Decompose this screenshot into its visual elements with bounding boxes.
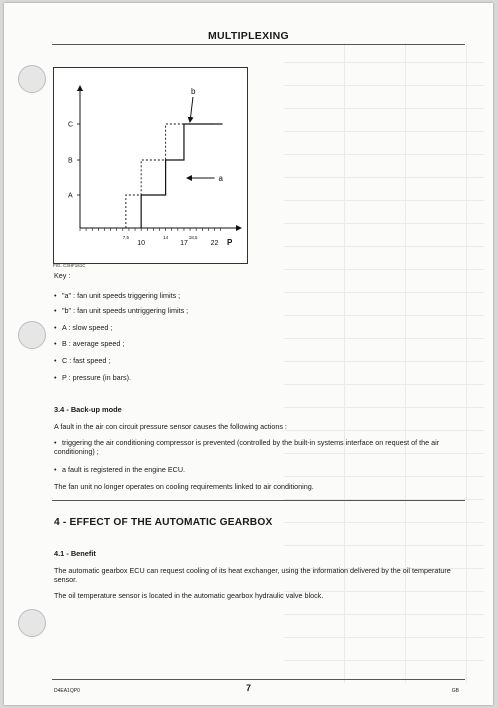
- key-item-text: C : fast speed ;: [62, 356, 111, 365]
- punch-hole-bottom: [18, 609, 46, 637]
- bullet-dot: •: [54, 356, 57, 365]
- punch-hole-middle: [18, 321, 46, 349]
- punch-hole-top: [18, 65, 46, 93]
- section-4-1-para1: The automatic gearbox ECU can request cooling of its heat exchanger, using the information delivered by the oil temperature sensor.: [54, 566, 451, 584]
- x-tick-label: 10: [137, 240, 146, 247]
- x-tick-label: 7,5: [122, 235, 129, 240]
- footer-document-code: D4EA1QP0: [54, 688, 80, 694]
- y-level-label: C: [68, 121, 74, 129]
- y-level-label: B: [68, 157, 73, 165]
- footer-rule: [52, 679, 465, 680]
- x-axis-label: P: [227, 238, 233, 247]
- bullet-dot: •: [54, 373, 57, 382]
- series-a-line: [141, 124, 214, 228]
- key-item-text: "b" : fan unit speeds untriggering limits ;: [62, 306, 189, 315]
- speed-chart: [53, 67, 248, 264]
- figure-reference: FIG. C3HF161C: [53, 263, 86, 268]
- section-3-4-outro: The fan unit no longer operates on cooling requirements linked to air conditioning.: [54, 482, 314, 491]
- key-item: [54, 339, 464, 348]
- key-item-text: A : slow speed ;: [62, 323, 113, 332]
- page-title: MULTIPLEXING: [208, 30, 289, 42]
- annotation-b-arrow: [190, 97, 193, 122]
- section-3-4-heading: 3.4 - Back-up mode: [54, 405, 122, 414]
- section-rule: [52, 500, 465, 501]
- annotation-a-label: a: [218, 174, 223, 183]
- key-item-text: B : average speed ;: [62, 339, 125, 348]
- key-item: [54, 356, 464, 365]
- bullet-dot: •: [54, 465, 57, 474]
- header-rule: [52, 44, 465, 45]
- bullet-dot: •: [54, 306, 57, 315]
- bullet-text: triggering the air conditioning compressor is prevented (controlled by the built-in systems interface on request of the air conditioning) ;: [54, 438, 440, 456]
- x-tick-label: 14: [163, 235, 169, 240]
- footer-page-number: 7: [245, 683, 251, 693]
- key-item: [54, 323, 464, 332]
- key-item-text: "a" : fan unit speeds triggering limits ;: [62, 291, 181, 300]
- document-page: [4, 3, 493, 705]
- key-item-text: P : pressure (in bars).: [62, 373, 131, 382]
- section-4-heading: 4 - EFFECT OF THE AUTOMATIC GEARBOX: [54, 517, 273, 528]
- series-b-line: [126, 124, 184, 228]
- section-3-4-bullet: [54, 465, 464, 474]
- section-3-4-intro: A fault in the air con circuit pressure sensor causes the following actions :: [54, 422, 287, 431]
- bullet-dot: •: [54, 291, 57, 300]
- bullet-text: a fault is registered in the engine ECU.: [62, 465, 186, 474]
- section-3-4-bullet: [54, 438, 464, 456]
- bullet-dot: •: [54, 339, 57, 348]
- x-tick-label: 17: [180, 240, 188, 247]
- speed-chart-svg: [54, 68, 247, 263]
- y-level-label: A: [68, 192, 73, 200]
- key-item: [54, 373, 464, 382]
- annotation-b-label: b: [190, 87, 196, 96]
- key-label: Key :: [54, 271, 71, 280]
- key-item: [54, 291, 464, 300]
- bullet-dot: •: [54, 438, 57, 447]
- key-item: [54, 306, 464, 315]
- section-4-1-para2: The oil temperature sensor is located in the automatic gearbox hydraulic valve block.: [54, 591, 324, 600]
- footer-language: GB: [451, 688, 459, 694]
- section-4-1-heading: 4.1 - Benefit: [54, 549, 96, 558]
- bullet-dot: •: [54, 323, 57, 332]
- x-tick-label: 22: [210, 240, 219, 247]
- x-tick-label: 18,5: [188, 235, 198, 240]
